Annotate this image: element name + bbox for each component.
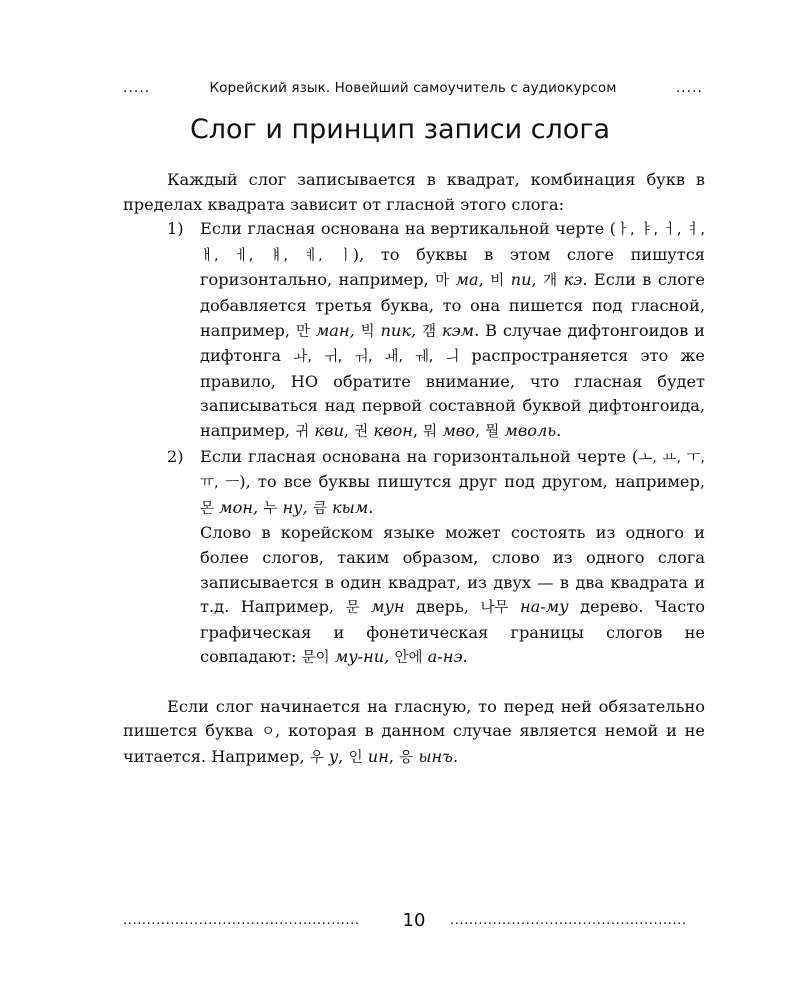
transcription: мун [371, 597, 405, 617]
header-left-dots: ..... [123, 80, 151, 96]
transcription: кви [314, 420, 344, 440]
transcription: ман, [315, 320, 355, 340]
korean-text: 갬 [422, 323, 437, 340]
running-header [123, 80, 703, 96]
list-number: 2) [167, 446, 184, 466]
text-run: ), то все буквы пишутся друг под другом, например, [239, 472, 705, 492]
transcription: кэм [441, 320, 475, 340]
text-run: . [368, 497, 374, 517]
text-run: . В случае дифтонгоидов и дифтонга [200, 320, 705, 366]
list-number: 1) [167, 219, 184, 239]
transcription: кэ [563, 270, 583, 290]
korean-text: 비 [490, 273, 505, 290]
list-item-continuation [200, 521, 705, 671]
korean-text: 인 [348, 750, 363, 767]
running-title: Корейский язык. Новейший самоучитель с аудиокурсом [209, 80, 617, 96]
korean-text: ㅘ, ㅟ, ㅝ, ㅙ, ㅞ, ㅢ [293, 349, 460, 366]
transcription: кым [332, 497, 369, 517]
text-run: , [474, 420, 486, 440]
text-run: , [478, 270, 491, 290]
korean-text: ㅏ, ㅑ, ㅓ, ㅕ, ㅐ, ㅔ, ㅒ, ㅖ, ㅣ [200, 222, 705, 264]
transcription: ынъ [418, 747, 453, 767]
transcription: мво [442, 420, 475, 440]
text-run: Если слог начинается на гласную, то перед ней обязательно пишется буква [123, 696, 705, 741]
text-run: . Если в слоге добавляется третья буква, то она пишется под гласной, например, [200, 270, 706, 340]
text-run: Если гласная основана на вертикальной черте ( [200, 219, 616, 239]
page-number: 10 [402, 910, 426, 931]
transcription: мон, [219, 497, 259, 517]
korean-text: 안에 [394, 650, 423, 667]
korean-text: 마 [435, 273, 450, 290]
transcription: му-ни, [334, 647, 390, 667]
page-footer [123, 910, 705, 931]
rules-list [123, 217, 705, 671]
transcription: мволь [504, 420, 557, 440]
text-run: ), то буквы в этом слоге пишутся горизонтально, например, [200, 244, 705, 290]
transcription: пи [510, 270, 532, 290]
paragraph-gap [123, 671, 705, 695]
text-run: , [412, 420, 424, 440]
text-run: . [462, 647, 468, 667]
transcription: ма [455, 270, 479, 290]
text-run [360, 597, 371, 616]
korean-text: 문 [345, 600, 360, 617]
body-text [123, 168, 705, 771]
text-run: . [452, 747, 459, 767]
text-run: , [388, 747, 400, 767]
footer-left-dots: .................................................. [123, 913, 360, 928]
korean-text: 나무 [480, 600, 509, 617]
korean-text: 몬 [200, 500, 215, 517]
transcription: а-нэ [427, 647, 463, 667]
transcription: у [328, 747, 339, 767]
closing-paragraph [123, 695, 705, 771]
korean-text: 응 [399, 750, 414, 767]
intro-paragraph: Каждый слог записывается в квадрат, комбинация букв в пределах квадрата зависит от гласной этого слога: [123, 170, 705, 214]
list-item-text [200, 217, 705, 444]
transcription: пик, [380, 320, 417, 340]
korean-text: ㅗ, ㅛ, ㅜ, ㅠ, ㅡ [200, 449, 705, 492]
transcription: на-му [519, 597, 569, 617]
list-item [123, 217, 705, 444]
text-run: Слово в корейском языке может состоять из одного и более слогов, таким образом, слово из одного слога записывается в один квадрат, из двух — в два квадрата и т.д. Например, [200, 523, 705, 617]
text-run: , [343, 420, 355, 440]
text-run: дверь, [404, 597, 481, 617]
transcription: ин [367, 747, 389, 767]
text-run: , [531, 270, 544, 290]
korean-text: 문이 [301, 650, 330, 667]
korean-text: 뭘 [485, 423, 500, 440]
korean-text: 귀 [295, 423, 310, 440]
footer-right-dots: .................................................. [450, 913, 687, 928]
korean-text: 우 [309, 750, 324, 767]
text-run: , которая в данном случае является немой и не читается. Например, [123, 721, 705, 767]
transcription: квон [373, 420, 413, 440]
text-run: Если гласная основана на горизонтальной черте ( [200, 446, 639, 466]
korean-text: 만 [295, 323, 310, 340]
list-item [123, 445, 705, 671]
page-title: Слог и принцип записи слога [189, 114, 611, 145]
text-run: дерево. Часто графическая и фонетическая границы слогов не совпадают: [200, 597, 705, 667]
text-run: . [556, 420, 562, 440]
header-right-dots: ..... [675, 80, 703, 96]
korean-text: 뭐 [423, 423, 438, 440]
korean-text: 누 [263, 500, 278, 517]
korean-text: 권 [354, 423, 369, 440]
korean-text: ㅇ [261, 724, 276, 741]
transcription: ну, [282, 497, 308, 517]
korean-text: 빅 [360, 323, 375, 340]
text-run: , [338, 747, 349, 767]
text-run: распространяется это же правило, НО обратите внимание, что гласная будет записываться над первой составной буквой дифтонгоида, например, [200, 346, 705, 440]
text-run [509, 597, 520, 616]
korean-text: 개 [543, 273, 558, 290]
list-item-text [200, 445, 705, 522]
korean-text: 큼 [312, 500, 327, 517]
